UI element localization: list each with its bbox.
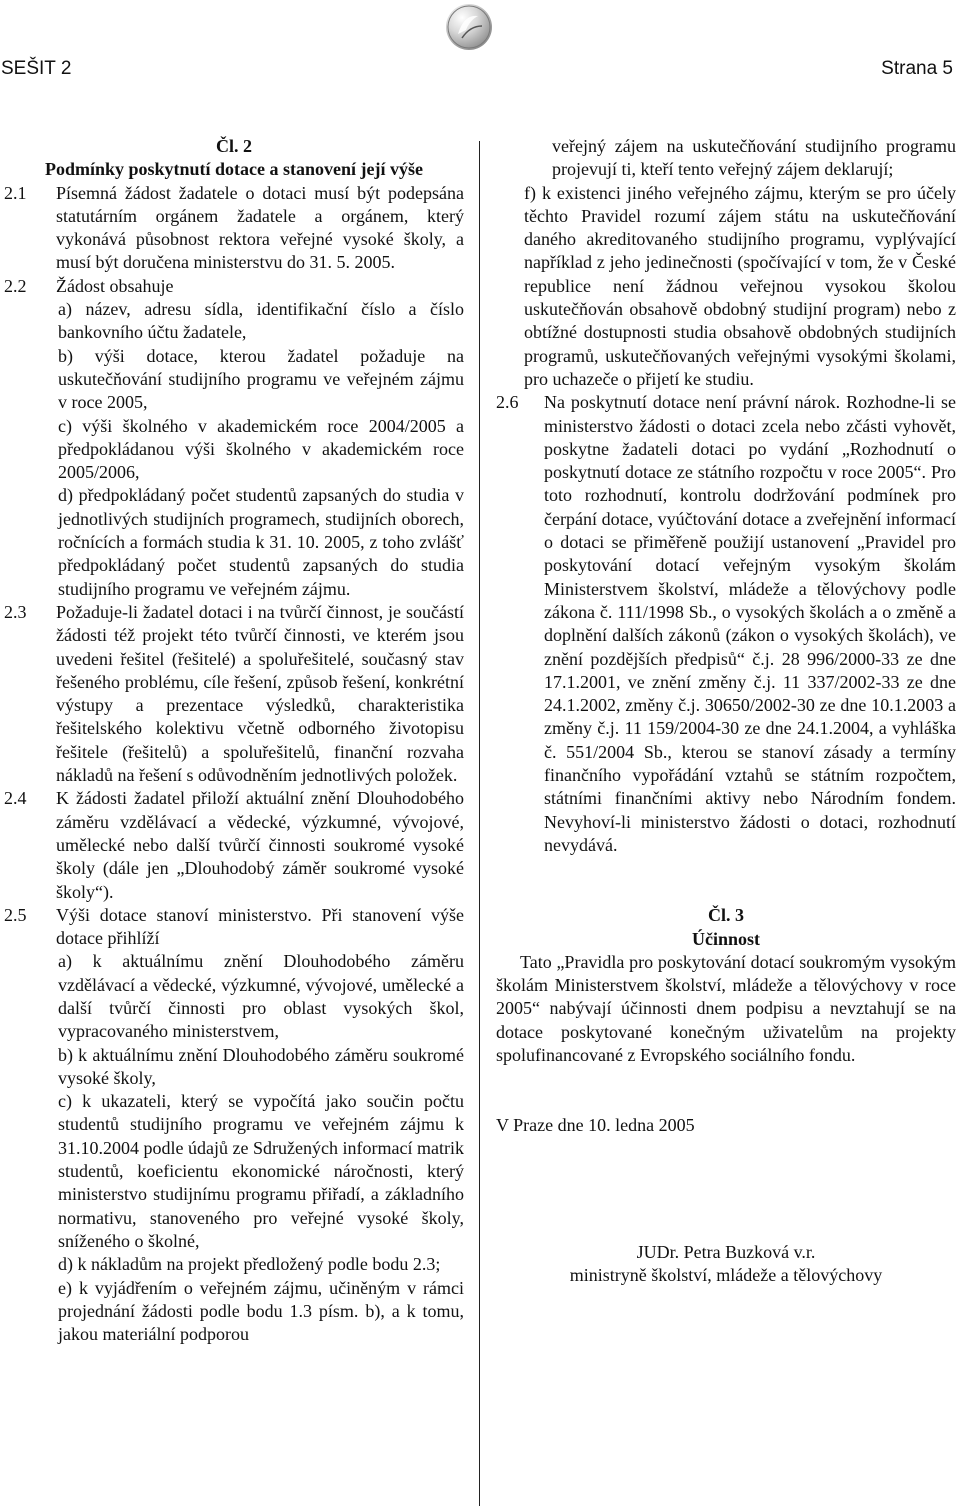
spacer bbox=[496, 857, 956, 904]
list-item: d) k nákladům na projekt předložený podle bodu 2.3; bbox=[58, 1254, 441, 1275]
article-title: Účinnost bbox=[691, 928, 760, 949]
page-header bbox=[0, 58, 960, 88]
paragraph-text: Požaduje-li žadatel dotaci i na tvůrčí činnost, je součástí žádosti též projekt této tvůrčí činnosti, ve kterém jsou uvedeni řešitel (řešitelé) a spoluřešitelé, současný stav řešeného problému, cíle řešení, způsob řešení, konkrétní výstupy a prezentace výsledků, charakteristika řešitelského kolektivu včetně odborného životopisu řešitele (řešitelů) a spoluřešitelů, finanční rozvaha nákladů na řešení s odůvodněním jednotlivých položek. bbox=[56, 601, 464, 786]
list-item: c) výši školného v akademickém roce 2004/2005 a předpokládanou výši školného v akademickém roce 2005/2006, bbox=[58, 415, 464, 483]
paragraph-number: 2.6 bbox=[496, 392, 519, 413]
paragraph-number: 2.2 bbox=[4, 275, 27, 296]
list-item: d) předpokládaný počet studentů zapsaných do studia v jednotlivých studijních programech, studijních oborech, ročnících a formách studia k 31. 10. 2005, z toho zvlášť předpokládaný počet studentů zapsaných do studia studijního programu ve veřejném zájmu. bbox=[58, 485, 464, 599]
paragraph-text: Žádost obsahuje bbox=[56, 275, 174, 296]
list-item: b) k aktuálnímu znění Dlouhodobého záměru soukromé vysoké školy, bbox=[58, 1044, 464, 1088]
paragraph-number: 2.4 bbox=[4, 788, 27, 809]
left-column bbox=[4, 135, 464, 1346]
publisher-seal-icon bbox=[446, 4, 492, 50]
spacer bbox=[496, 1138, 956, 1241]
paragraph-text: Písemná žádost žadatele o dotaci musí být podepsána statutárním orgánem žadatele a orgánem, který vykonává působnost rektora veřejné vysoké školy, a musí být doručena ministerstvu do 31. 5. 2005. bbox=[56, 182, 464, 273]
article-title: Podmínky poskytnutí dotace a stanovení její výše bbox=[44, 159, 424, 180]
paragraph-text: K žádosti žadatel přiloží aktuální znění Dlouhodobého záměru vzdělávací a vědecké, výzkumné, vývojové, umělecké nebo další tvůrčí činnosti soukromé vysoké školy (dále jen „Dlouhodobý záměr soukromé vysoké školy“). bbox=[56, 788, 464, 902]
right-column bbox=[496, 135, 956, 1287]
article-text: Tato „Pravidla pro poskytování dotací soukromým vysokým školám Ministerstvem školství, mládeže a tělovýchovy v roce 2005“ nabývají účinnosti dnem podpisu a nevztahují se na dotace poskytované konečným uživatelům na projekty spolufinancované z Evropského sociálního fondu. bbox=[496, 951, 956, 1065]
paragraph-2-3 bbox=[4, 601, 464, 787]
list-item: f) k existenci jiného veřejného zájmu, kterým se pro účely těchto Pravidel rozumí zájem státu na uskutečňování daného akreditovaného studijního programu, vyplývající například z jeho jedinečnosti (spočívající v tom, že v České republice není žádnou veřejnou vysokou školou uskutečňován obsahově obdobný studijní program) nebo z obtížné dostupnosti studia obsahově obdobných studijních programů, uskutečňovaných veřejnými vysokými školami, pro uchazeče o přijetí ke studiu. bbox=[524, 182, 956, 389]
section-label: SEŠIT 2 bbox=[1, 58, 72, 79]
signatory-title: ministryně školství, mládeže a tělovýchovy bbox=[569, 1264, 883, 1285]
list-item-continuation: veřejný zájem na uskutečňování studijního programu projevují ti, kteří tento veřejný zájem deklarují; bbox=[552, 136, 956, 180]
place-and-date: V Praze dne 10. ledna 2005 bbox=[496, 1115, 695, 1136]
article-number: Čl. 2 bbox=[216, 136, 252, 156]
paragraph-2-2 bbox=[4, 275, 464, 298]
paragraph-text: Na poskytnutí dotace není právní nárok. Rozhodne-li se ministerstvo žádosti o dotaci zcela nebo zčásti vyhovět, poskytne žadateli dotaci po vydání „Rozhodnutí o poskytnutí dotace ze státního rozpočtu v roce 2005“. Pro toto rozhodnutí, kontrolu dodržování podmínek pro čerpání dotace, vyúčtování dotace a zveřejnění informací o dotaci se přiměřeně použijí ustanovení „Pravidel pro poskytování dotací veřejným vysokým školám Ministerstvem školství, mládeže a tělovýchovy podle zákona č. 111/1998 Sb., o vysokých školách a o změně a doplnění dalších zákonů (zákon o vysokých školách), ve znění pozdějších předpisů“ č.j. 28 996/2000-33 ze dne 17.1.2001, ve znění změny č.j. 11 337/2002-33 ze dne 24.1.2002, změny č.j. 30650/2002-30 ze dne 10.1.2003 a změny č.j. 11 159/2004-30 ze dne 24.1.2004, a vyhláška č. 551/2004 Sb., kterou se stanoví zásady a termíny finančního vypořádání vztahů se státním rozpočtem, státními finančními aktivy nebo Národním fondem. Nevyhoví-li ministerstvo žádosti o dotaci, rozhodnutí nevydává. bbox=[544, 392, 956, 855]
paragraph-number: 2.3 bbox=[4, 601, 27, 622]
list-item: a) k aktuálnímu znění Dlouhodobého záměru vzdělávací a vědecké, výzkumné, vývojové, umělecké a další tvůrčí činnosti pro oblast vysokých škol, vypracovaného ministerstvem, bbox=[58, 951, 464, 1042]
paragraph-2-1 bbox=[4, 182, 464, 275]
page-number: Strana 5 bbox=[881, 58, 953, 79]
signatory-name: JUDr. Petra Buzková v.r. bbox=[636, 1241, 816, 1262]
list-item: b) výši dotace, kterou žadatel požaduje na uskutečňování studijního programu ve veřejném zájmu v roce 2005, bbox=[58, 345, 464, 413]
list-item: e) k vyjádřením o veřejném zájmu, učiněným v rámci projednání žádosti podle bodu 1.3 písm. b), a k tomu, jakou materiální podporou bbox=[58, 1277, 464, 1345]
article-number: Čl. 3 bbox=[708, 905, 744, 926]
column-divider bbox=[479, 141, 480, 1506]
list-item: a) název, adresu sídla, identifikační číslo a číslo bankovního účtu žadatele, bbox=[58, 299, 464, 343]
paragraph-text: Výši dotace stanoví ministerstvo. Při stanovení výše dotace přihlíží bbox=[56, 904, 464, 949]
paragraph-2-5 bbox=[4, 904, 464, 951]
paragraph-number: 2.5 bbox=[4, 904, 27, 925]
spacer bbox=[496, 1067, 956, 1114]
list-item: c) k ukazateli, který se vypočítá jako součin počtu studentů studijního programu ve veřejném zájmu k 31.10.2004 podle údajů ze Sdružených informací matrik studentů, koeficientu ekonomické náročnosti, který ministerstvo studijnímu programu přiřadí, a základního normativu, stanoveného pro veřejné vysoké školy, sníženého o školné, bbox=[58, 1091, 464, 1251]
paragraph-number: 2.1 bbox=[4, 182, 27, 203]
paragraph-2-6 bbox=[496, 391, 956, 857]
paragraph-2-4 bbox=[4, 787, 464, 903]
